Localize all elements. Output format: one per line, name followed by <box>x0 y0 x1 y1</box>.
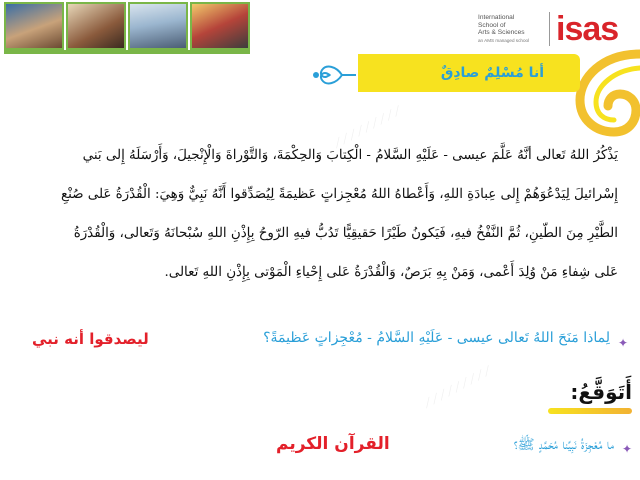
lesson-title: أنا مُسْلِمٌ صادِقٌ <box>440 65 544 81</box>
page-header <box>0 0 640 56</box>
watermark: ⟋⟋⟋⟋⟋⟋⟋⟋⟋ <box>420 363 495 411</box>
lesson-paragraph <box>18 136 618 292</box>
diamond-bullet-icon: ✦ <box>617 336 628 350</box>
question-1-text: لِماذا مَنَحَ اللهُ تَعالى عيسى - عَلَيْهِ السَّلامُ - مُعْجِزاتٍ عَظيمَةً؟ <box>263 330 610 346</box>
paragraph-line: الطَّيْرِ مِنَ الطّينِ، ثُمَّ النَّفْخُ فيهِ، فَيَكونُ طَيْرًا حَقيقِيًّا تَدُبُّ فيهِ الرّوحُ بِإِذْنِ اللهِ سُبْحانَهُ وَتَعالى، وَالْقُدْرَةُ <box>73 226 618 241</box>
logo-divider <box>549 12 550 46</box>
question-1-answer: ليصدقوا أنه نبي <box>32 330 149 348</box>
header-photo <box>4 2 64 50</box>
section-heading: أَتَوَقَّعُ: <box>570 380 632 404</box>
school-name-line: International <box>478 14 515 21</box>
header-photo-strip <box>4 2 250 50</box>
school-tagline: an AMS managed school <box>478 37 530 43</box>
paragraph-line: يَذْكُرُ اللهُ تَعالى أنَّهُ عَلَّمَ عيسى - عَلَيْهِ السَّلامُ - الْكِتابَ وَالحِكْمَةَ، وَالتَّوْراةَ وَالْإِنْجيلَ، وَأَرْسَلَهُ إِلى بَني <box>82 148 618 163</box>
fleur-ornament-icon <box>312 58 358 92</box>
header-photo <box>66 2 126 50</box>
question-1 <box>28 322 636 362</box>
diamond-bullet-icon: ✦ <box>621 442 632 456</box>
watermark: ⟋⟋⟋⟋⟋⟋⟋⟋⟋ <box>330 103 405 151</box>
school-name-line: School of <box>478 21 506 29</box>
photo-strip-underline <box>4 50 250 54</box>
question-2 <box>0 428 640 468</box>
question-2-text: ما مُعْجِزَةُ نَبِيِّنا مُحَمَّدٍ ﷺ؟ <box>513 437 614 453</box>
school-name <box>478 14 552 44</box>
paragraph-line: عَلى شِفاءِ مَنْ وُلِدَ أَعْمى، وَمَنْ بِهِ بَرَصٌ، وَالْقُدْرَةُ عَلى إِحْياءِ الْمَوْتى بِإِذْنِ اللهِ تَعالى. <box>164 265 618 280</box>
paragraph-line: إِسْرائيلَ لِيَدْعُوَهُمْ إِلى عِبادَةِ اللهِ، وَأَعْطاهُ اللهُ مُعْجِزاتٍ عَظيمَةً لِيُصَدِّقوا أَنَّهُ نَبِيٌّ وَهِيَ: الْقُدْرَةُ عَلى صُنْعِ <box>61 187 618 202</box>
school-name-line: Arts & Sciences <box>478 29 525 37</box>
school-logo: isas <box>556 10 619 48</box>
header-photo <box>128 2 188 50</box>
question-2-answer: القرآن الكريم <box>276 434 390 454</box>
header-photo <box>190 2 250 50</box>
